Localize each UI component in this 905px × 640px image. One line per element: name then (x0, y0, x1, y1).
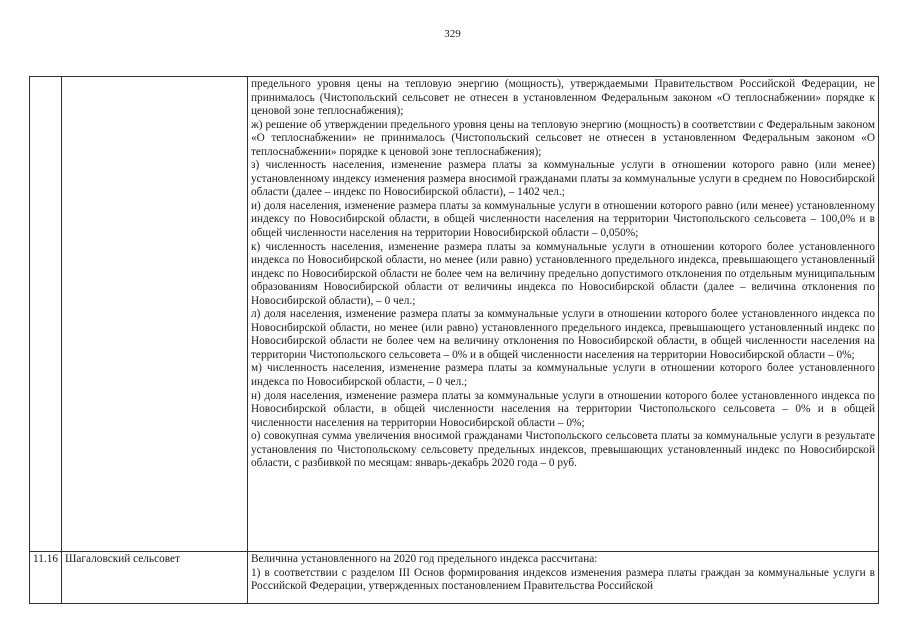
page-number: 329 (444, 28, 461, 40)
description-cell (248, 552, 879, 604)
paragraph: 1) в соответствии с разделом III Основ формирования индексов изменения размера платы граждан за коммунальные услуги в Российской Федерации, утвержденных постановлением Правительства Российской (251, 566, 875, 593)
row-number: 11.16 (33, 553, 58, 565)
row-number-cell (30, 552, 62, 604)
paragraph: о) совокупная сумма увеличения вносимой гражданами Чистопольского сельсовета платы за коммунальные услуги в результате установления по Чистопольскому сельсовету предельных индексов, превышающих установленный индекс по Новосибирской области, с разбивкой по месяцам: январь-декабрь 2020 года – 0 руб. (251, 430, 875, 470)
municipal-index-table (29, 76, 879, 604)
paragraph: ж) решение об утверждении предельного уровня цены на тепловую энергию (мощность) в соответствии с Федеральным законом «О теплоснабжении» не принималось (Чистопольский сельсовет не отнесен в установленном Федеральным законом «О теплоснабжении» порядке к ценовой зоне теплоснабжения); (251, 118, 875, 158)
paragraph: з) численность населения, изменение размера платы за коммунальные услуги в отношении которого равно (или менее) установленному индексу изменения размера вносимой гражданами платы за коммунальные услуги в среднем по Новосибирской области (далее – индекс по Новосибирской области), – 1402 чел.; (251, 159, 875, 199)
paragraph: м) численность населения, изменение размера платы за коммунальные услуги в отношении которого более установленного индекса по Новосибирской области, – 0 чел.; (251, 362, 875, 389)
municipality-name-cell (62, 77, 248, 552)
municipality-name-cell (62, 552, 248, 604)
paragraph: л) доля населения, изменение размера платы за коммунальные услуги в отношении которого более установленного индекса по Новосибирской области, но менее (или равно) установленного предельного индекса, превышающего установленный индекс по Новосибирской области не более чем на величину отклонения по Новосибирской области, в общей численности населения на территории Чистопольского сельсовета – 0% и в общей численности населения на территории Новосибирской области – 0%; (251, 308, 875, 361)
table-row (30, 552, 879, 604)
table-row (30, 77, 879, 552)
paragraph: н) доля населения, изменение размера платы за коммунальные услуги в отношении которого более установленного индекса по Новосибирской области, в общей численности населения на территории Чистопольского сельсовета – 0% и в общей численности населения на территории Новосибирской области – 0%; (251, 389, 875, 429)
description-cell (248, 77, 879, 552)
municipality-name: Шагаловский сельсовет (65, 553, 180, 565)
paragraph: к) численность населения, изменение размера платы за коммунальные услуги в отношении которого более установленного индекса по Новосибирской области, но менее (или равно) установленного предельного индекса, превышающего установленный индекс по Новосибирской области не более чем на величину предельно допустимого отклонения по отдельным муниципальным образованиям Новосибирской области от величины индекса по Новосибирской области (далее – величина отклонения по Новосибирской области), – 0 чел.; (251, 240, 875, 307)
paragraph: и) доля населения, изменение размера платы за коммунальные услуги в отношении которого равно (или менее) установленному индексу по Новосибирской области, в общей численности населения на территории Чистопольского сельсовета – 100,0% и в общей численности населения на территории Новосибирской области – 0,050%; (251, 199, 875, 240)
row-number-cell (30, 77, 62, 552)
paragraph: предельного уровня цены на тепловую энергию (мощность), утверждаемыми Правительством Российской Федерации, не принималось (Чистопольский сельсовет не отнесен в установленном Федеральным законом «О теплоснабжении» порядке к ценовой зоне теплоснабжения); (251, 78, 875, 118)
paragraph: Величина установленного на 2020 год предельного индекса рассчитана: (251, 553, 598, 565)
